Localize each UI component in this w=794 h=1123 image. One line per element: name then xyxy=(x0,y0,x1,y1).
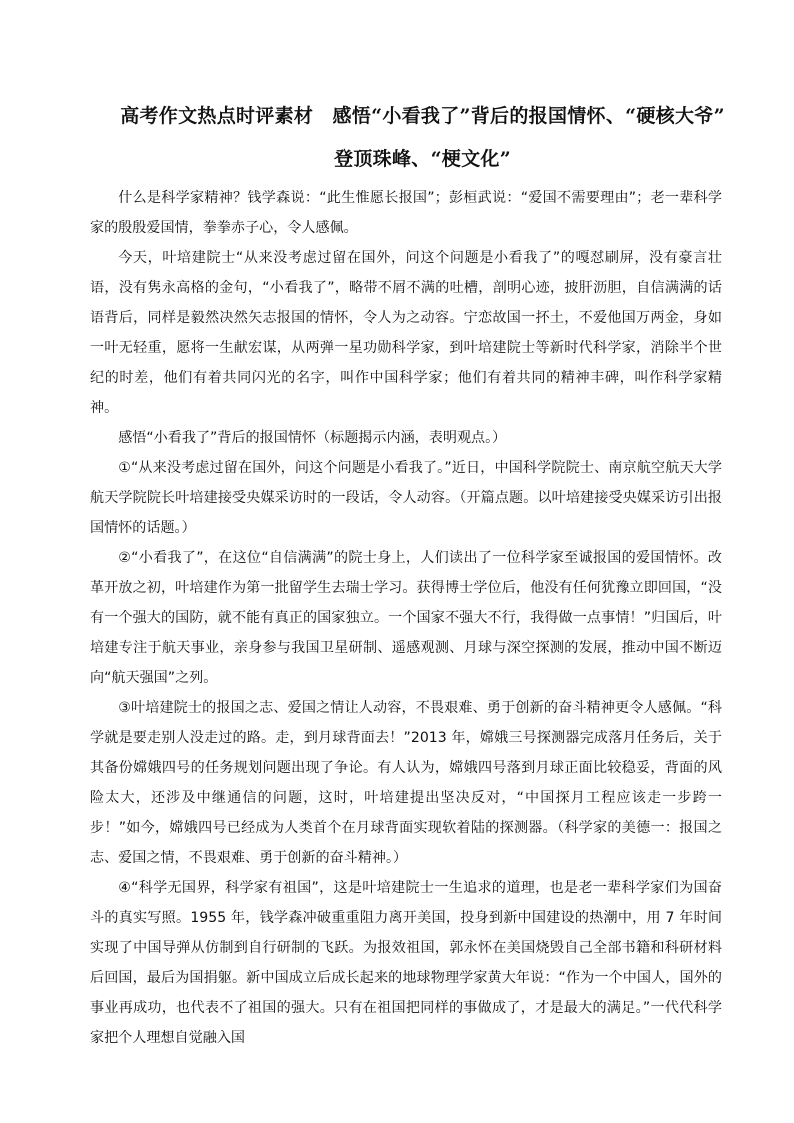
article-title-line-1: 高考作文热点时评素材 感悟“小看我了”背后的报国情怀、“硬核大爷” xyxy=(120,105,725,127)
paragraph-subtitle: 感悟“小看我了”背后的报国情怀（标题揭示内涵，表明观点。） xyxy=(118,430,507,446)
paragraph-intro: 什么是科学家精神？钱学森说：“此生惟愿长报国”；彭桓武说：“爱国不需要理由”；老一辈科学家的殷殷爱国情，拳拳赤子心，令人感佩。 xyxy=(90,190,722,236)
paragraph-point-1: ①“从来没考虑过留在国外，问这个问题是小看我了。”近日，中国科学院院士、南京航空航天大学航天学院院长叶培建接受央媒采访时的一段话，令人动容。（开篇点题。以叶培建接受央媒采访引出报国情怀的话题。） xyxy=(90,460,722,536)
article-title-line-2: 登顶珠峰、“梗文化” xyxy=(334,148,511,170)
paragraph-point-4: ④“科学无国界，科学家有祖国”，这是叶培建院士一生追求的道理，也是老一辈科学家们为国奋斗的真实写照。1955 年，钱学森冲破重重阻力离开美国，投身到新中国建设的热潮中，用 7 年时间实现了中国导弹从仿制到自行研制的飞跃。为报效祖国，郭永怀在美国烧毁自己全部书籍和科研材料后回国，最后为国捐躯。新中国成立后成长起来的地球物理学家黄大年说：“作为一个中国人，国外的事业再成功，也代表不了祖国的强大。只有在祖国把同样的事做成了，才是最大的满足。”一代代科学家把个人理想自觉融入国 xyxy=(90,880,722,1046)
paragraph-point-3: ③叶培建院士的报国之志、爱国之情让人动容，不畏艰难、勇于创新的奋斗精神更令人感佩。“科学就是要走别人没走过的路。走，到月球背面去！”2013 年，嫦娥三号探测器完成落月任务后，关于其备份嫦娥四号的任务规划问题出现了争论。有人认为，嫦娥四号落到月球正面比较稳妥，背面的风险太大，还涉及中继通信的问题，这时，叶培建提出坚决反对，“中国探月工程应该走一步跨一步！”如今，嫦娥四号已经成为人类首个在月球背面实现软着陆的探测器。（科学家的美德一：报国之志、爱国之情，不畏艰难、勇于创新的奋斗精神。） xyxy=(90,700,722,866)
paragraph-ye-peijian: 今天，叶培建院士“从来没考虑过留在国外，问这个问题是小看我了”的嘎怼刷屏，没有豪言壮语，没有隽永高格的金句，“小看我了”，略带不屑不满的吐槽，剖明心迹，披肝沥胆，自信满满的话语背后，同样是毅然决然矢志报国的情怀，令人为之动容。宁恋故国一抔土，不爱他国万两金，身如一叶无轻重，愿将一生献宏谋，从两弹一星功勋科学家，到叶培建院士等新时代科学家，消除半个世纪的时差，他们有着共同闪光的名字，叫作中国科学家；他们有着共同的精神丰碑，叫作科学家精神。 xyxy=(90,250,722,416)
paragraph-point-2: ②“小看我了”，在这位“自信满满”的院士身上，人们读出了一位科学家至诚报国的爱国情怀。改革开放之初，叶培建作为第一批留学生去瑞士学习。获得博士学位后，他没有任何犹豫立即回国，“没有一个强大的国防，就不能有真正的国家独立。一个国家不强大不行，我得做一点事情！”归国后，叶培建专注于航天事业，亲身参与我国卫星研制、遥感观测、月球与深空探测的发展，推动中国不断迈向“航天强国”之列。 xyxy=(90,550,722,686)
article-body xyxy=(90,183,722,1053)
